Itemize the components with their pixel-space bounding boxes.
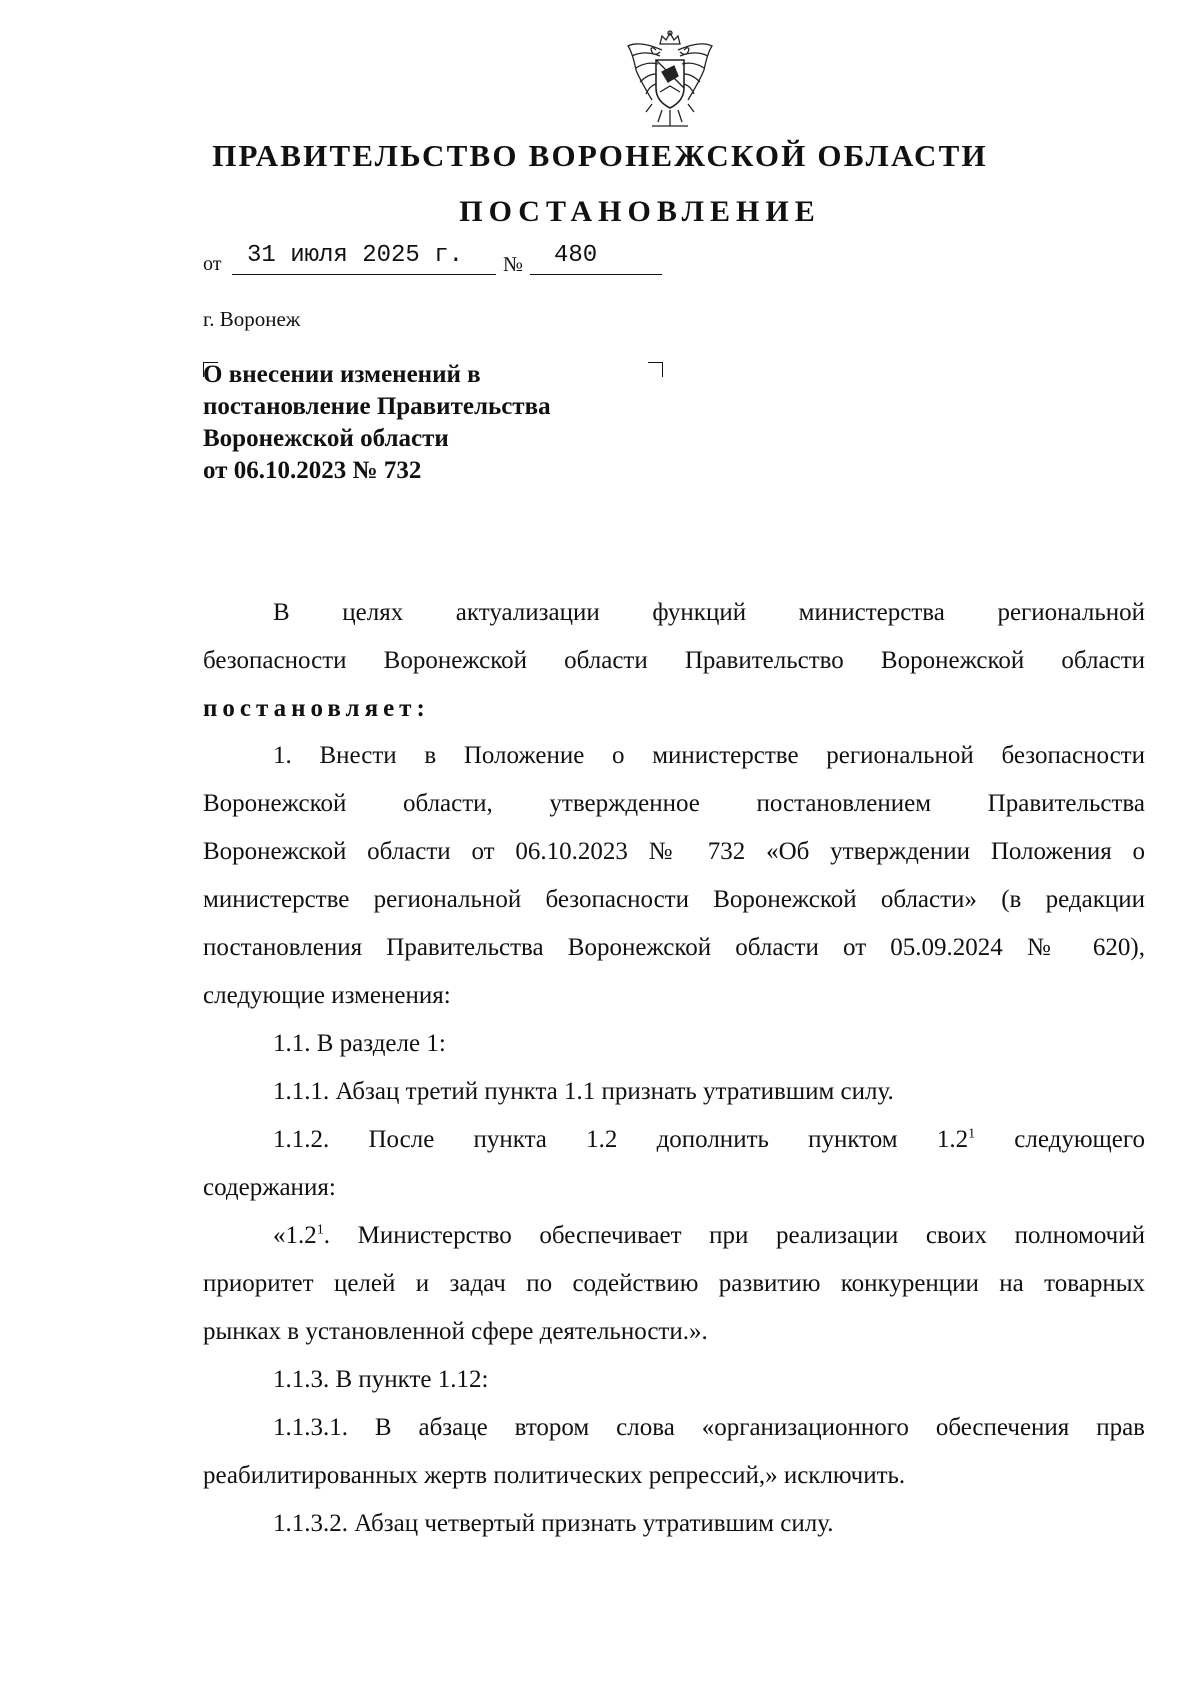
quote-line	[203, 1212, 1145, 1260]
document-date: 31 июля 2025 г.	[247, 242, 464, 269]
item-1-1-2-text: 1.1.2. После пункта 1.2 дополнить пунктом 1.2	[273, 1126, 969, 1153]
body-line: реабилитированных жертв политических репрессий,» исключить.	[203, 1462, 906, 1489]
item-1-1-3-1: 1.1.3.1. В абзаце втором слова «организационного обеспечения прав	[273, 1414, 1145, 1441]
paragraph-1	[203, 732, 1145, 1548]
body-line: Воронежской области, утвержденное постановлением Правительства	[203, 790, 1145, 817]
document-number: 480	[554, 242, 598, 269]
document-subject	[203, 359, 551, 487]
body-line: министерстве региональной безопасности Воронежской области» (в редакции	[203, 886, 1145, 913]
item-1-1-2-tail: следующего	[975, 1126, 1145, 1153]
subject-line: от 06.10.2023 № 732	[203, 457, 422, 484]
quote-start: «1.2	[273, 1222, 317, 1249]
body-line: содержания:	[203, 1174, 336, 1201]
body-line: безопасности Воронежской области Правительство Воронежской области	[203, 647, 1145, 674]
section-1-1: 1.1. В разделе 1:	[273, 1030, 446, 1057]
body-line: Воронежской области от 06.10.2023 № 732 «Об утверждении Положения о	[203, 838, 1145, 865]
item-1-1-1: 1.1.1. Абзац третий пункта 1.1 признать утратившим силу.	[273, 1078, 894, 1105]
number-field	[530, 242, 662, 275]
decree-word: постановляет:	[203, 695, 430, 722]
body-line: 1. Внести в Положение о министерстве региональной безопасности	[273, 742, 1145, 769]
subject-line: Воронежской области	[203, 425, 449, 452]
date-prefix-label: от	[203, 253, 222, 275]
item-1-1-3: 1.1.3. В пункте 1.12:	[273, 1366, 489, 1393]
subject-line: О внесении изменений в	[203, 361, 481, 388]
government-title: ПРАВИТЕЛЬСТВО ВОРОНЕЖСКОЙ ОБЛАСТИ	[212, 138, 988, 173]
subject-line: постановление Правительства	[203, 393, 551, 420]
coat-of-arms-emblem	[622, 30, 718, 130]
superscript: 1	[968, 1126, 976, 1142]
item-1-1-3-2: 1.1.3.2. Абзац четвертый признать утратившим силу.	[273, 1510, 834, 1537]
number-label: №	[503, 252, 524, 276]
body-line: постановления Правительства Воронежской области от 05.09.2024 № 620),	[203, 934, 1145, 961]
subject-bracket-right	[648, 362, 663, 377]
quote-line: рынках в установленной сфере деятельности.».	[203, 1318, 708, 1345]
quote-line: приоритет целей и задач по содействию развитию конкуренции на товарных	[203, 1270, 1145, 1297]
body-line: В целях актуализации функций министерства региональной	[273, 599, 1145, 626]
preamble	[203, 589, 1145, 733]
city-label: г. Воронеж	[203, 307, 301, 331]
document-type-title: ПОСТАНОВЛЕНИЕ	[459, 195, 821, 228]
date-field	[232, 242, 496, 275]
item-1-1-2	[203, 1116, 1145, 1164]
body-line: следующие изменения:	[203, 982, 451, 1009]
superscript: 1	[316, 1222, 324, 1238]
quote-text: . Министерство обеспечивает при реализации своих полномочий	[323, 1222, 1145, 1249]
